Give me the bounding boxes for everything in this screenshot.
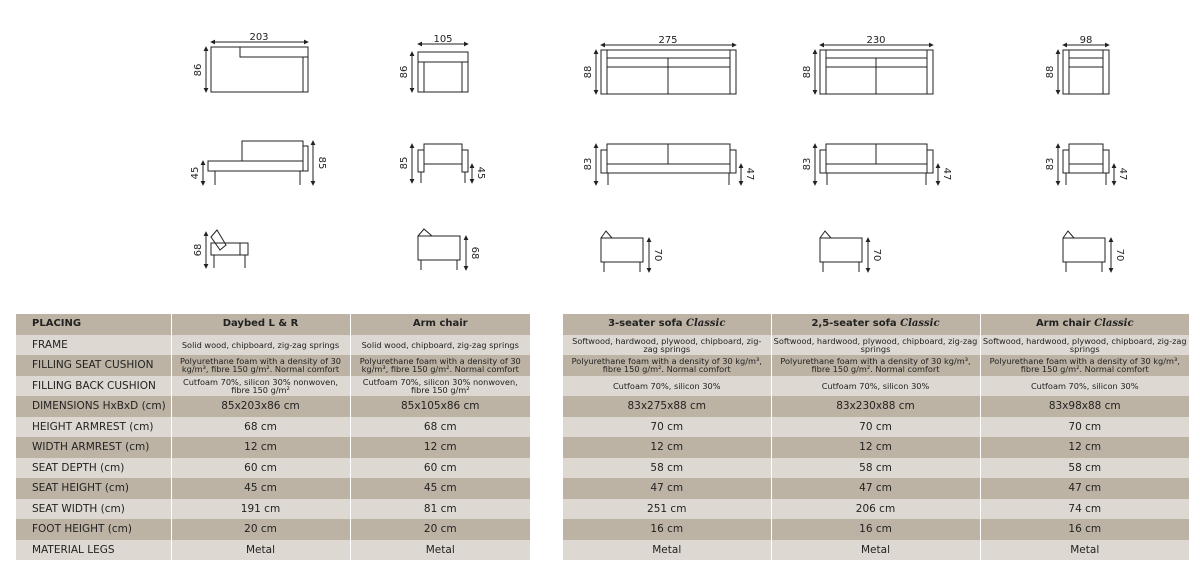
table-cell: 70 cm	[980, 417, 1189, 438]
dim-daybed-depth: 86	[193, 63, 204, 77]
product-name: Arm chair	[1035, 318, 1091, 330]
table-cell: 16 cm	[563, 519, 771, 540]
sofa3-top-view	[596, 45, 736, 94]
product-line: Classic	[1094, 318, 1134, 330]
table-row	[563, 396, 1189, 417]
header-daybed: Daybed L & R	[171, 314, 350, 335]
row-label: SEAT DEPTH (cm)	[16, 458, 171, 479]
table-row	[16, 519, 530, 540]
table-cell: 70 cm	[563, 417, 771, 438]
dim-armchair-classic-width: 98	[1079, 35, 1093, 46]
row-label: SEAT WIDTH (cm)	[16, 499, 171, 520]
sofa3-front-view	[596, 144, 741, 185]
cell-armchair: Cutfoam 70%, silicon 30% nonwoven, fibre 150 g/m²	[350, 376, 530, 397]
dim-sofa25-height-right: 47	[941, 167, 952, 181]
product-line: Classic	[900, 318, 940, 330]
row-label: FOOT HEIGHT (cm)	[16, 519, 171, 540]
table-header-row	[16, 314, 530, 335]
row-label: FRAME	[16, 335, 171, 356]
dim-armchair-classic-height-right: 47	[1117, 167, 1128, 181]
table-row	[563, 458, 1189, 479]
sofa3-side-view	[601, 231, 649, 272]
cell-daybed: Cutfoam 70%, silicon 30% nonwoven, fibre 150 g/m²	[171, 376, 350, 397]
dim-armchair-side-height: 68	[469, 246, 480, 260]
row-label: FILLING SEAT CUSHION	[16, 355, 171, 376]
table-cell: 83x98x88 cm	[980, 396, 1189, 417]
table-cell: Cutfoam 70%, silicon 30%	[563, 376, 771, 397]
dim-sofa25-width: 230	[866, 35, 886, 46]
table-cell: 74 cm	[980, 499, 1189, 520]
table-row	[563, 335, 1189, 356]
armchair-classic-side-view	[1063, 231, 1111, 272]
cell-armchair: Solid wood, chipboard, zig-zag springs	[350, 335, 530, 356]
armchair-classic-front-view	[1058, 144, 1114, 185]
dim-sofa25-height-left: 83	[802, 157, 813, 171]
sofa25-top-view	[815, 45, 933, 94]
table-cell: Metal	[980, 540, 1189, 561]
cell-daybed: Solid wood, chipboard, zig-zag springs	[171, 335, 350, 356]
table-cell: 12 cm	[771, 437, 980, 458]
table-cell: Cutfoam 70%, silicon 30%	[771, 376, 980, 397]
table-cell: 251 cm	[563, 499, 771, 520]
header-armchair: Arm chair	[350, 314, 530, 335]
dim-sofa3-side-height: 70	[652, 248, 663, 262]
dim-sofa25-depth: 88	[802, 65, 813, 79]
daybed-front-view	[203, 141, 313, 185]
cell-armchair: 12 cm	[350, 437, 530, 458]
table-row	[563, 417, 1189, 438]
row-label: MATERIAL LEGS	[16, 540, 171, 561]
row-label: DIMENSIONS HxBxD (cm)	[16, 396, 171, 417]
table-header-row	[563, 314, 1189, 335]
dim-armchair-height-left: 85	[399, 156, 410, 170]
daybed-top-view	[206, 42, 308, 92]
armchair-side-view	[418, 229, 466, 270]
dim-sofa3-width: 275	[658, 35, 678, 46]
cell-daybed: 45 cm	[171, 478, 350, 499]
cell-armchair: Polyurethane foam with a density of 30 kg/m³, fibre 150 g/m². Normal comfort	[350, 355, 530, 376]
table-row	[563, 519, 1189, 540]
table-cell: 12 cm	[563, 437, 771, 458]
cell-daybed: 68 cm	[171, 417, 350, 438]
table-cell: 70 cm	[771, 417, 980, 438]
table-cell: Cutfoam 70%, silicon 30%	[980, 376, 1189, 397]
dim-sofa25-side-height: 70	[871, 248, 882, 262]
cell-daybed: Polyurethane foam with a density of 30 kg/m³, fibre 150 g/m². Normal comfort	[171, 355, 350, 376]
dim-daybed-height-left: 45	[190, 166, 201, 180]
table-row	[563, 478, 1189, 499]
table-cell: Polyurethane foam with a density of 30 kg/m³, fibre 150 g/m². Normal comfort	[563, 355, 771, 376]
table-cell: 47 cm	[563, 478, 771, 499]
table-row	[16, 458, 530, 479]
table-cell: Polyurethane foam with a density of 30 kg/m³, fibre 150 g/m². Normal comfort	[980, 355, 1189, 376]
cell-armchair: 60 cm	[350, 458, 530, 479]
cell-armchair: 45 cm	[350, 478, 530, 499]
armchair-classic-top-view	[1058, 45, 1109, 94]
header-product	[771, 314, 980, 335]
table-row	[16, 376, 530, 397]
sofa25-front-view	[815, 144, 938, 185]
dim-armchair-classic-height-left: 83	[1045, 157, 1056, 171]
dim-armchair-width: 105	[433, 34, 453, 45]
table-cell: 83x230x88 cm	[771, 396, 980, 417]
table-row	[563, 355, 1189, 376]
product-name: 3-seater sofa	[608, 318, 683, 330]
table-cell: 47 cm	[771, 478, 980, 499]
armchair-top-view	[412, 44, 468, 92]
dim-sofa3-height-left: 83	[583, 157, 594, 171]
cell-daybed: 12 cm	[171, 437, 350, 458]
table-cell: Polyurethane foam with a density of 30 kg/m³, fibre 150 g/m². Normal comfort	[771, 355, 980, 376]
dim-armchair-depth: 86	[399, 65, 410, 79]
cell-armchair: Metal	[350, 540, 530, 561]
table-row	[16, 355, 530, 376]
cell-daybed: 85x203x86 cm	[171, 396, 350, 417]
table-cell: 12 cm	[980, 437, 1189, 458]
row-label: WIDTH ARMREST (cm)	[16, 437, 171, 458]
sofa25-side-view	[820, 231, 868, 272]
row-label: FILLING BACK CUSHION	[16, 376, 171, 397]
cell-armchair: 85x105x86 cm	[350, 396, 530, 417]
dim-sofa3-depth: 88	[583, 65, 594, 79]
table-row	[16, 437, 530, 458]
table-row	[563, 499, 1189, 520]
cell-daybed: Metal	[171, 540, 350, 561]
cell-armchair: 20 cm	[350, 519, 530, 540]
header-product	[980, 314, 1189, 335]
cell-daybed: 191 cm	[171, 499, 350, 520]
table-cell: Softwood, hardwood, plywood, chipboard, zig-zag springs	[563, 335, 771, 356]
table-cell: 206 cm	[771, 499, 980, 520]
dim-daybed-height-right: 85	[316, 156, 327, 170]
table-row	[16, 478, 530, 499]
table-row	[563, 540, 1189, 561]
header-product	[563, 314, 771, 335]
table-cell: 58 cm	[771, 458, 980, 479]
dim-sofa3-height-right: 47	[744, 167, 755, 181]
dim-daybed-width: 203	[249, 32, 269, 43]
table-cell: Metal	[563, 540, 771, 561]
dim-daybed-side-height: 68	[193, 243, 204, 257]
table-row	[16, 417, 530, 438]
product-name: 2,5-seater sofa	[811, 318, 897, 330]
table-cell: 16 cm	[980, 519, 1189, 540]
table-cell: 16 cm	[771, 519, 980, 540]
table-cell: Metal	[771, 540, 980, 561]
table-cell: Softwood, hardwood, plywood, chipboard, zig-zag springs	[980, 335, 1189, 356]
table-cell: 83x275x88 cm	[563, 396, 771, 417]
table-row	[563, 376, 1189, 397]
dim-armchair-classic-side-height: 70	[1114, 248, 1125, 262]
table-cell: Softwood, hardwood, plywood, chipboard, zig-zag springs	[771, 335, 980, 356]
cell-daybed: 60 cm	[171, 458, 350, 479]
row-label: HEIGHT ARMREST (cm)	[16, 417, 171, 438]
table-row	[16, 540, 530, 561]
table-row	[16, 396, 530, 417]
table-row	[16, 499, 530, 520]
armchair-front-view	[412, 144, 472, 183]
spec-table-right	[563, 314, 1189, 560]
cell-armchair: 68 cm	[350, 417, 530, 438]
table-cell: 47 cm	[980, 478, 1189, 499]
dim-armchair-height-right: 45	[475, 166, 486, 180]
row-label: SEAT HEIGHT (cm)	[16, 478, 171, 499]
table-cell: 58 cm	[563, 458, 771, 479]
product-line: Classic	[686, 318, 726, 330]
cell-daybed: 20 cm	[171, 519, 350, 540]
table-row	[563, 437, 1189, 458]
table-row	[16, 335, 530, 356]
table-cell: 58 cm	[980, 458, 1189, 479]
spec-table-left	[16, 314, 530, 560]
cell-armchair: 81 cm	[350, 499, 530, 520]
daybed-side-view	[206, 230, 248, 268]
header-label: PLACING	[16, 314, 171, 335]
dim-armchair-classic-depth: 88	[1045, 65, 1056, 79]
